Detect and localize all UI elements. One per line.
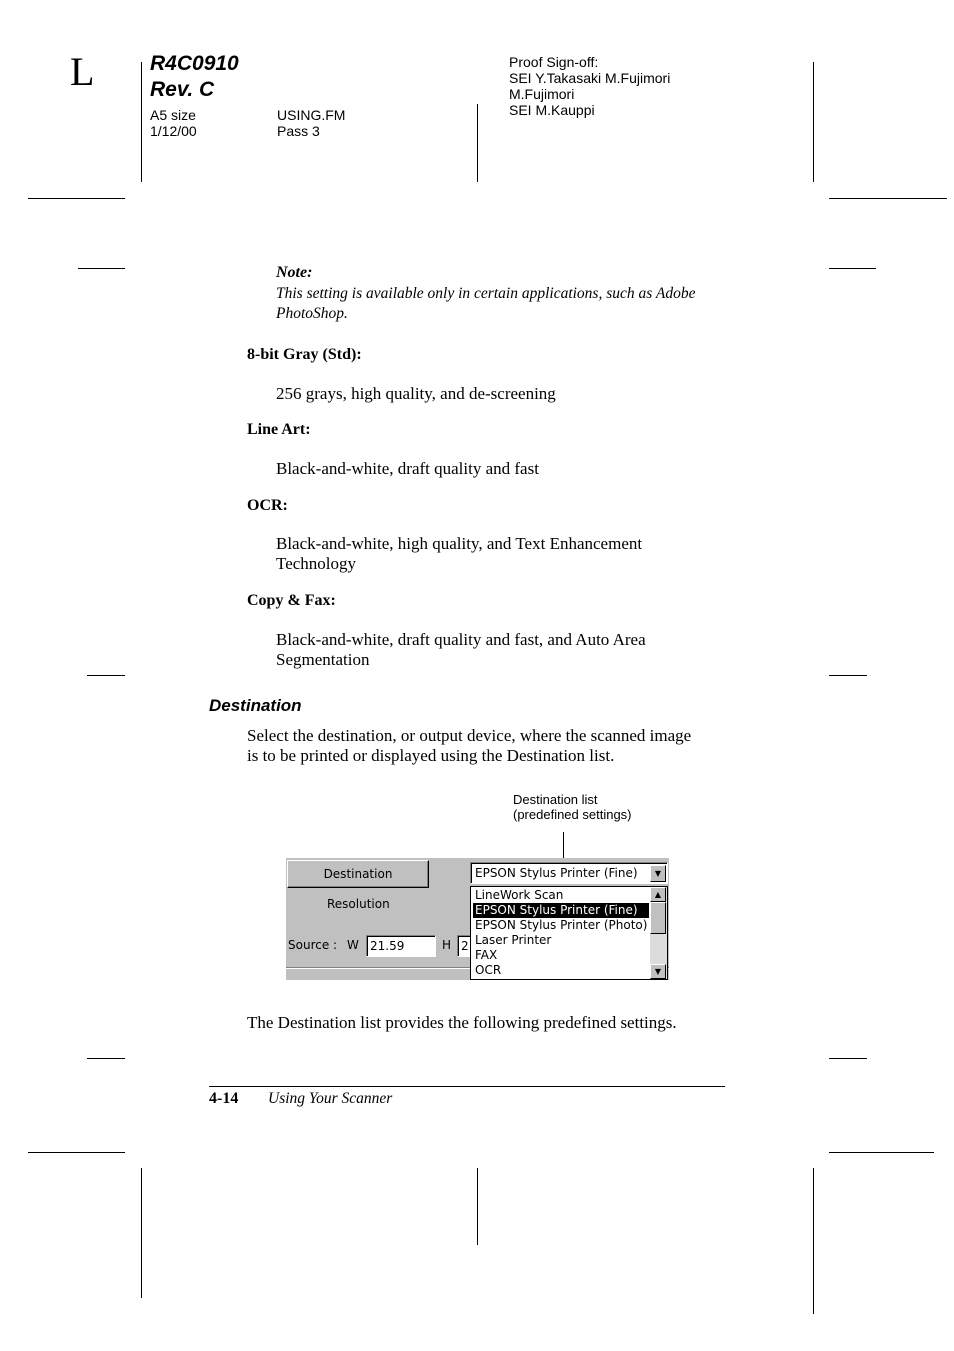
height-field[interactable]: 2 — [457, 935, 477, 957]
section-heading: Destination — [209, 696, 302, 715]
mode-term: OCR: — [247, 497, 288, 514]
proof-signoff — [509, 54, 670, 118]
section-body — [247, 726, 691, 766]
corner-letter: L — [70, 49, 95, 94]
pass-number: Pass 3 — [277, 123, 320, 139]
crop-line — [78, 268, 125, 269]
page-number: 4-14 — [209, 1090, 239, 1107]
crop-line — [87, 675, 125, 676]
destination-combo[interactable] — [470, 862, 668, 884]
width-label: W — [347, 938, 359, 952]
crop-line — [829, 198, 947, 199]
list-item[interactable]: LineWork Scan — [475, 888, 564, 902]
list-item[interactable]: EPSON Stylus Printer (Photo) — [475, 918, 648, 932]
height-label: H — [442, 938, 452, 952]
proof-line: Proof Sign-off: — [509, 54, 599, 70]
callout-line: Destination list — [513, 792, 598, 807]
chapter-title: Using Your Scanner — [268, 1090, 393, 1107]
crop-line — [87, 1058, 125, 1059]
proof-line: SEI Y.Takasaki M.Fujimori — [509, 70, 671, 86]
section-body-line: is to be printed or displayed using the Destination list. — [247, 746, 615, 765]
crop-line — [829, 268, 876, 269]
proof-line: SEI M.Kauppi — [509, 102, 595, 118]
crop-line — [28, 1152, 125, 1153]
scroll-down-icon[interactable]: ▼ — [650, 964, 666, 979]
crop-line — [141, 1168, 142, 1298]
crop-line — [813, 62, 814, 182]
doc-code: R4C0910 — [150, 52, 239, 75]
note-line: PhotoShop. — [276, 305, 348, 322]
mode-desc — [276, 534, 642, 574]
crop-line — [813, 1168, 814, 1314]
width-field[interactable]: 21.59 — [366, 935, 436, 957]
list-item[interactable]: OCR — [475, 963, 502, 977]
mode-term: Copy & Fax: — [247, 592, 336, 609]
revision: Rev. C — [150, 78, 215, 101]
list-item[interactable]: Laser Printer — [475, 933, 552, 947]
destination-button[interactable]: Destination — [287, 860, 429, 888]
note-text — [276, 284, 695, 324]
mode-term: Line Art: — [247, 421, 311, 438]
footer-rule — [209, 1086, 725, 1087]
destination-list[interactable] — [470, 886, 668, 980]
paper-size: A5 size — [150, 107, 196, 123]
resolution-button[interactable]: Resolution — [327, 897, 390, 911]
scrollbar[interactable] — [650, 887, 667, 979]
destination-combo-value: EPSON Stylus Printer (Fine) — [475, 866, 638, 880]
section-body-line: Select the destination, or output device, where the scanned image — [247, 726, 692, 745]
list-item[interactable]: FAX — [475, 948, 498, 962]
mode-desc-line: Black-and-white, high quality, and Text Enhancement — [276, 534, 643, 553]
mode-desc-line: Black-and-white, draft quality and fast, and Auto Area — [276, 630, 646, 649]
note-line: This setting is available only in certain applications, such as Adobe — [276, 285, 696, 302]
crop-line — [28, 198, 125, 199]
source-label: Source : — [288, 938, 338, 952]
mode-desc: Black-and-white, draft quality and fast — [276, 459, 539, 478]
scroll-thumb[interactable] — [650, 902, 666, 934]
after-figure-text: The Destination list provides the following predefined settings. — [247, 1013, 677, 1032]
mode-term: 8-bit Gray (Std): — [247, 346, 362, 363]
callout-label — [513, 792, 632, 822]
file-name: USING.FM — [277, 107, 346, 123]
crop-line — [477, 104, 478, 182]
mode-desc-line: Technology — [276, 554, 357, 573]
scroll-up-icon[interactable]: ▲ — [650, 887, 666, 902]
destination-screenshot — [286, 858, 669, 980]
note-title: Note: — [276, 264, 313, 281]
mode-desc: 256 grays, high quality, and de-screening — [276, 384, 556, 403]
list-item-selected[interactable]: EPSON Stylus Printer (Fine) — [473, 903, 649, 918]
crop-line — [477, 1168, 478, 1245]
crop-line — [141, 62, 142, 182]
crop-line — [829, 675, 867, 676]
chevron-down-icon[interactable]: ▼ — [650, 865, 666, 882]
crop-line — [829, 1058, 867, 1059]
proof-line: M.Fujimori — [509, 86, 575, 102]
mode-desc — [276, 630, 646, 670]
doc-date: 1/12/00 — [150, 123, 197, 139]
callout-line: (predefined settings) — [513, 807, 632, 822]
mode-desc-line: Segmentation — [276, 650, 370, 669]
crop-line — [829, 1152, 934, 1153]
